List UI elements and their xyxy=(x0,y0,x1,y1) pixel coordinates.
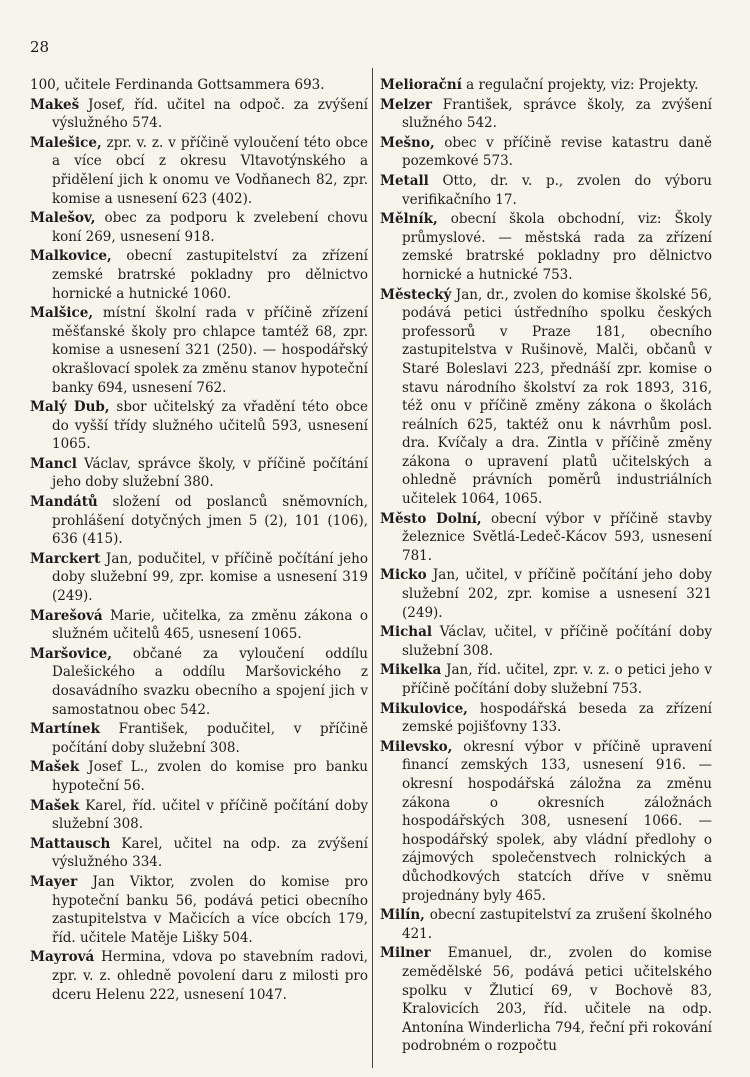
entry-heading: Milner xyxy=(380,945,431,962)
entry-heading: Makeš xyxy=(30,96,80,113)
entry-text: Václav, učitel, v příčině počítání doby služební 308. xyxy=(402,624,712,659)
index-entry xyxy=(30,948,368,1004)
entry-heading: Mikelka xyxy=(380,662,442,679)
page-number: 28 xyxy=(30,38,50,56)
entry-text: složení od poslanců sněmovních, prohlášení dotyčných jmen 5 (2), 101 (106), 636 (415). xyxy=(52,494,368,548)
entry-heading: Mattausch xyxy=(30,835,111,852)
entry-text: Jan Viktor, zvolen do komise pro hypoteční banku 56, podává petici obecního zastupitelstva v Mačicích a více obcích 179, říd. učitele Matěje Lišky 504. xyxy=(52,873,368,946)
entry-heading: Mašek xyxy=(30,759,80,776)
entry-text: František, podučitel, v příčině počítání doby služební 308. xyxy=(52,721,368,756)
index-entry xyxy=(380,510,712,566)
index-entry xyxy=(380,172,712,209)
index-entry xyxy=(30,758,368,795)
entry-heading: Micko xyxy=(380,567,427,584)
entry-heading: Michal xyxy=(380,624,432,641)
index-entry xyxy=(30,455,368,492)
entry-text: hospodářská beseda za zřízení zemské pojišťovny 133. xyxy=(402,700,712,736)
entry-heading: Město Dolní, xyxy=(380,510,482,527)
index-entry xyxy=(30,134,368,208)
entry-heading: Maršovice, xyxy=(30,645,112,662)
index-entry xyxy=(380,76,712,95)
entry-heading: Malšice, xyxy=(30,305,94,322)
entry-text: Jan, učitel, v příčině počítání jeho doby služební 202, zpr. komise a usnesení 321 (249). xyxy=(402,567,712,621)
entry-text: občané za vyloučení oddílu Dalešického a oddílu Maršovického z dosavádního svazku obecního a spojení jich v samostatnou obec 542. xyxy=(52,645,368,718)
entry-text: obecní škola obchodní, viz: Školy průmyslové. — městská rada za zřízení zemské bratrské pokladny pro dělnictvo hornické a hutnické 753. xyxy=(402,211,712,283)
entry-heading: Meliorační xyxy=(380,77,462,93)
entry-heading: Melzer xyxy=(380,96,433,113)
index-entry xyxy=(380,944,712,1056)
index-entry xyxy=(30,398,368,454)
index-entry xyxy=(380,566,712,622)
entry-text: sbor učitelský za vřadění této obce do vyšší třídy služného učitelů 593, usnesení 1065. xyxy=(52,399,368,453)
entry-text: obec v příčině revise katastru daně pozemkové 573. xyxy=(402,134,712,170)
entry-heading: Mělník, xyxy=(380,211,438,228)
index-entry xyxy=(380,134,712,171)
entry-text: Josef L., zvolen do komise pro banku hypoteční 56. xyxy=(52,759,368,794)
entry-heading: Marckert xyxy=(30,550,101,567)
entry-text: Jan, dr., zvolen do komise školské 56, podává petici ústředního spolku českých professorů v Praze 181, obecního zastupitelstva v Rušinově, Malči, občanů v Staré Boleslavi 223, přednáší zpr. komise o stavu národního školství za rok 1893, 316, též onu v příčině změny zákona o školách reálních 625, taktéž onu k návrhům posl. dra. Kvíčaly a dra. Zintla v příčině změny zákona o upravení platů učitelských a ohledně právních poměrů industriálních učitelek 1064, 1065. xyxy=(402,286,712,508)
index-entry xyxy=(30,873,368,947)
entry-text: obecní zastupitelství za zrušení školného 421. xyxy=(402,907,712,942)
entry-text: Hermina, vdova po stavebním radovi, zpr. v. z. ohledně povolení daru z milosti pro dceru Helenu 222, usnesení 1047. xyxy=(52,949,368,1003)
entry-text: Otto, dr. v. p., zvolen do výboru verifikačního 17. xyxy=(402,172,712,208)
entry-text: obecní zastupitelství za zřízení zemské bratrské pokladny pro dělnictvo hornické a hutnické 1060. xyxy=(52,248,368,302)
index-entry xyxy=(380,210,712,284)
index-entry xyxy=(380,661,712,698)
index-entry xyxy=(380,906,712,943)
index-entry xyxy=(30,550,368,606)
left-column xyxy=(30,76,368,1005)
index-entry xyxy=(30,645,368,719)
entry-text: Karel, učitel na odp. za zvýšení výslužného 334. xyxy=(52,835,368,871)
entry-heading: Mandátů xyxy=(30,494,98,511)
column-divider xyxy=(372,68,373,1068)
index-entry xyxy=(30,797,368,834)
entry-heading: Městecký xyxy=(380,286,452,303)
index-entry xyxy=(380,96,712,133)
entry-text: okresní výbor v příčině upravení financí zemských 133, usnesení 916. — okresní hospodářská záložna za změnu zákona o okresních záložnách hospodářských 308, usnesení 1066. — hospodářský spolek, aby vládní předlohy o zájmových společenstvech rolnických a důchodkových statcích dříve v sněmu projednány byly 465. xyxy=(402,738,712,904)
entry-heading: Mešno, xyxy=(380,134,435,151)
entry-text: a regulační projekty, viz: Projekty. xyxy=(461,77,699,93)
index-entry xyxy=(30,304,368,397)
entry-heading: Mancl xyxy=(30,455,77,472)
entry-heading: Malý Dub, xyxy=(30,399,110,416)
index-entry xyxy=(380,623,712,660)
entry-text: obec za podporu k zvelebení chovu koní 269, usnesení 918. xyxy=(52,210,368,245)
entry-heading: Milevsko, xyxy=(380,738,453,755)
entry-heading: Mayrová xyxy=(30,949,95,966)
entry-heading: Mikulovice, xyxy=(380,700,468,717)
index-entry xyxy=(30,96,368,133)
index-entry xyxy=(30,607,368,644)
index-entry xyxy=(30,720,368,757)
entry-heading: Marešová xyxy=(30,607,103,624)
entry-heading: Martínek xyxy=(30,721,100,738)
entry-text: Emanuel, dr., zvolen do komise zemědělské 56, podává petici učitelského spolku v Žluticí 69, v Bochově 83, Kralovicích 203, říd. učitele na odp. Antonína Winderlicha 794, řeční při rokování podrobném o rozpočtu xyxy=(402,945,712,1055)
index-entry xyxy=(30,247,368,303)
entry-text: místní školní rada v příčině zřízení měšťanské školy pro chlapce tamtéž 68, zpr. komise a usnesení 321 (250). — hospodářský okrašlovací spolek za změnu stanov hypoteční banky 694, usnesení 762. xyxy=(52,305,368,396)
entry-heading: Mašek xyxy=(30,797,80,814)
entry-text: Jan, říd. učitel, zpr. v. z. o petici jeho v příčině počítání doby služební 753. xyxy=(402,662,712,697)
entry-text: zpr. v. z. v příčině vyloučení této obce a více obcí z okresu Vltavotýnského a přidělení jich k onomu ve Vodňanech 82, zpr. komise a usnesení 623 (402). xyxy=(52,134,368,207)
entry-heading: Malkovice, xyxy=(30,248,112,265)
index-entry xyxy=(380,286,712,509)
entry-text: obecní výbor v příčině stavby železnice Světlá-Ledeč-Kácov 593, usnesení 781. xyxy=(402,510,712,564)
right-column xyxy=(380,76,712,1057)
index-entry xyxy=(30,493,368,549)
entry-heading: Malešov, xyxy=(30,210,96,227)
index-entry xyxy=(30,76,368,95)
index-entry xyxy=(380,700,712,737)
index-entry xyxy=(380,738,712,905)
entry-text: Václav, správce školy, v příčině počítání jeho doby služební 380. xyxy=(52,455,368,491)
index-entry xyxy=(30,835,368,872)
entry-text: Marie, učitelka, za změnu zákona o služném učitelů 465, usnesení 1065. xyxy=(52,607,368,643)
entry-heading: Malešice, xyxy=(30,134,102,151)
entry-heading: Mayer xyxy=(30,873,78,890)
entry-text: 100, učitele Ferdinanda Gottsammera 693. xyxy=(30,77,325,93)
entry-heading: Metall xyxy=(380,172,429,189)
entry-text: František, správce školy, za zvýšení služného 542. xyxy=(402,96,712,132)
entry-text: Karel, říd. učitel v příčině počítání doby služební 308. xyxy=(52,797,368,833)
entry-text: Jan, podučitel, v příčině počítání jeho doby služební 99, zpr. komise a usnesení 319 (249). xyxy=(52,550,368,605)
index-entry xyxy=(30,209,368,246)
entry-heading: Milín, xyxy=(380,907,425,924)
entry-text: Josef, říd. učitel na odpoč. za zvýšení výslužného 574. xyxy=(52,96,368,132)
